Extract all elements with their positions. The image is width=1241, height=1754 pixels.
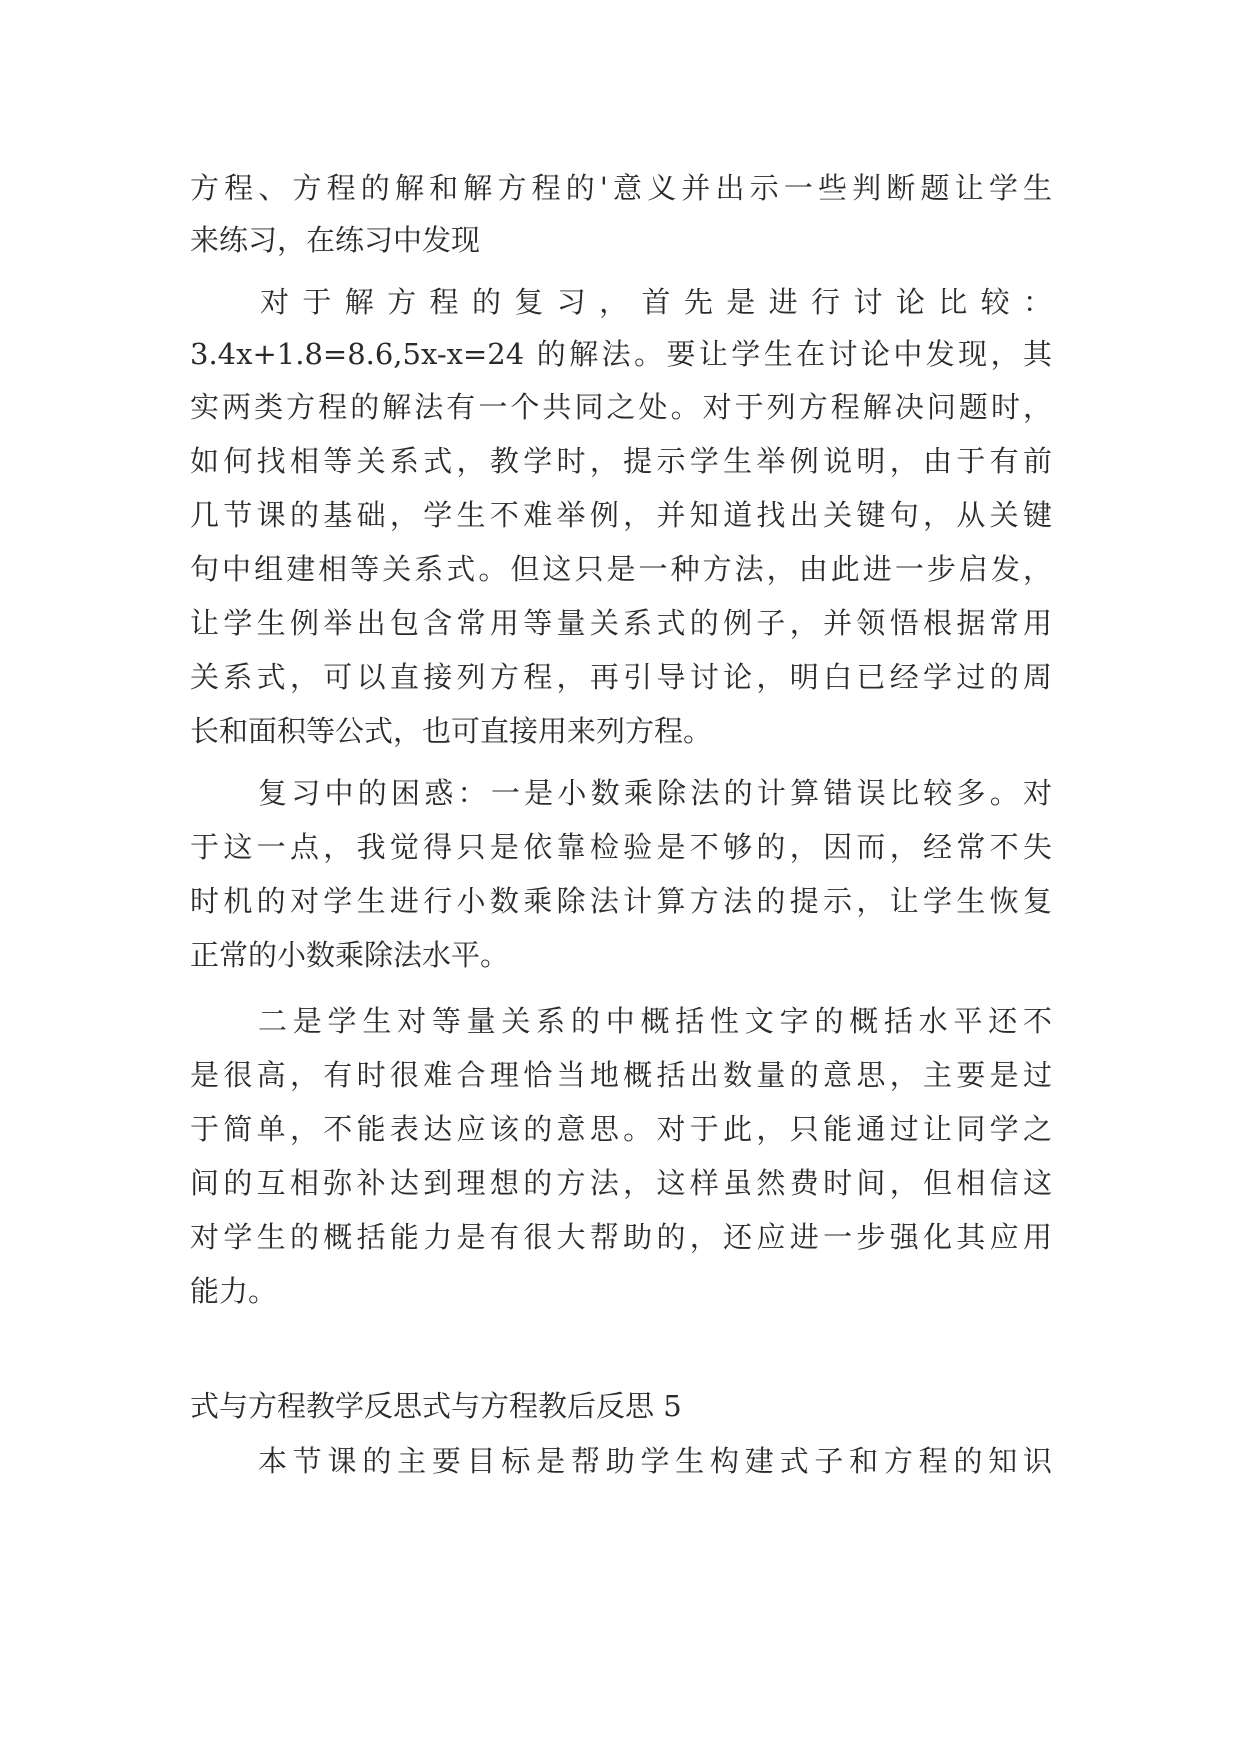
- text-line: 长和面积等公式，也可直接用来列方程。: [190, 714, 713, 748]
- text-line: 于简单，不能表达应该的意思。对于此，只能通过让同学之: [190, 1112, 1052, 1146]
- text-line: 是很高，有时很难合理恰当地概括出数量的意思，主要是过: [190, 1058, 1052, 1092]
- text-line: 关系式，可以直接列方程，再引导讨论，明白已经学过的周: [190, 660, 1052, 694]
- text-line: 让学生例举出包含常用等量关系式的例子，并领悟根据常用: [190, 606, 1052, 640]
- section-heading: 式与方程教学反思式与方程教后反思 5: [190, 1389, 682, 1423]
- text-line: 来练习，在练习中发现: [190, 223, 481, 257]
- paragraph-first-line: 对 于 解 方 程 的 复 习 ， 首 先 是 进 行 讨 论 比 较 ：: [260, 285, 1052, 319]
- text-line: 对学生的概括能力是有很大帮助的，还应进一步强化其应用: [190, 1220, 1052, 1254]
- text-line: 方程、方程的解和解方程的'意义并出示一些判断题让学生: [190, 171, 1052, 205]
- text-line: 于这一点，我觉得只是依靠检验是不够的，因而，经常不失: [190, 830, 1052, 864]
- text-line: 3.4x+1.8=8.6,5x-x=24 的解法。要让学生在讨论中发现，其: [190, 337, 1052, 371]
- text-line: 时机的对学生进行小数乘除法计算方法的提示，让学生恢复: [190, 884, 1052, 918]
- text-line: 能力。: [190, 1274, 278, 1308]
- text-line: 句中组建相等关系式。但这只是一种方法，由此进一步启发，: [190, 552, 1052, 586]
- text-line: 如何找相等关系式，教学时，提示学生举例说明，由于有前: [190, 444, 1052, 478]
- text-line: 几节课的基础，学生不难举例，并知道找出关键句，从关键: [190, 498, 1052, 532]
- text-line: 实两类方程的解法有一个共同之处。对于列方程解决问题时，: [190, 390, 1052, 424]
- paragraph-first-line: 复习中的困惑：一是小数乘除法的计算错误比较多。对: [258, 776, 1052, 810]
- paragraph-first-line: 二是学生对等量关系的中概括性文字的概括水平还不: [258, 1004, 1052, 1038]
- paragraph-first-line: 本节课的主要目标是帮助学生构建式子和方程的知识: [258, 1444, 1052, 1478]
- text-line: 正常的小数乘除法水平。: [190, 938, 510, 972]
- text-line: 间的互相弥补达到理想的方法，这样虽然费时间，但相信这: [190, 1166, 1052, 1200]
